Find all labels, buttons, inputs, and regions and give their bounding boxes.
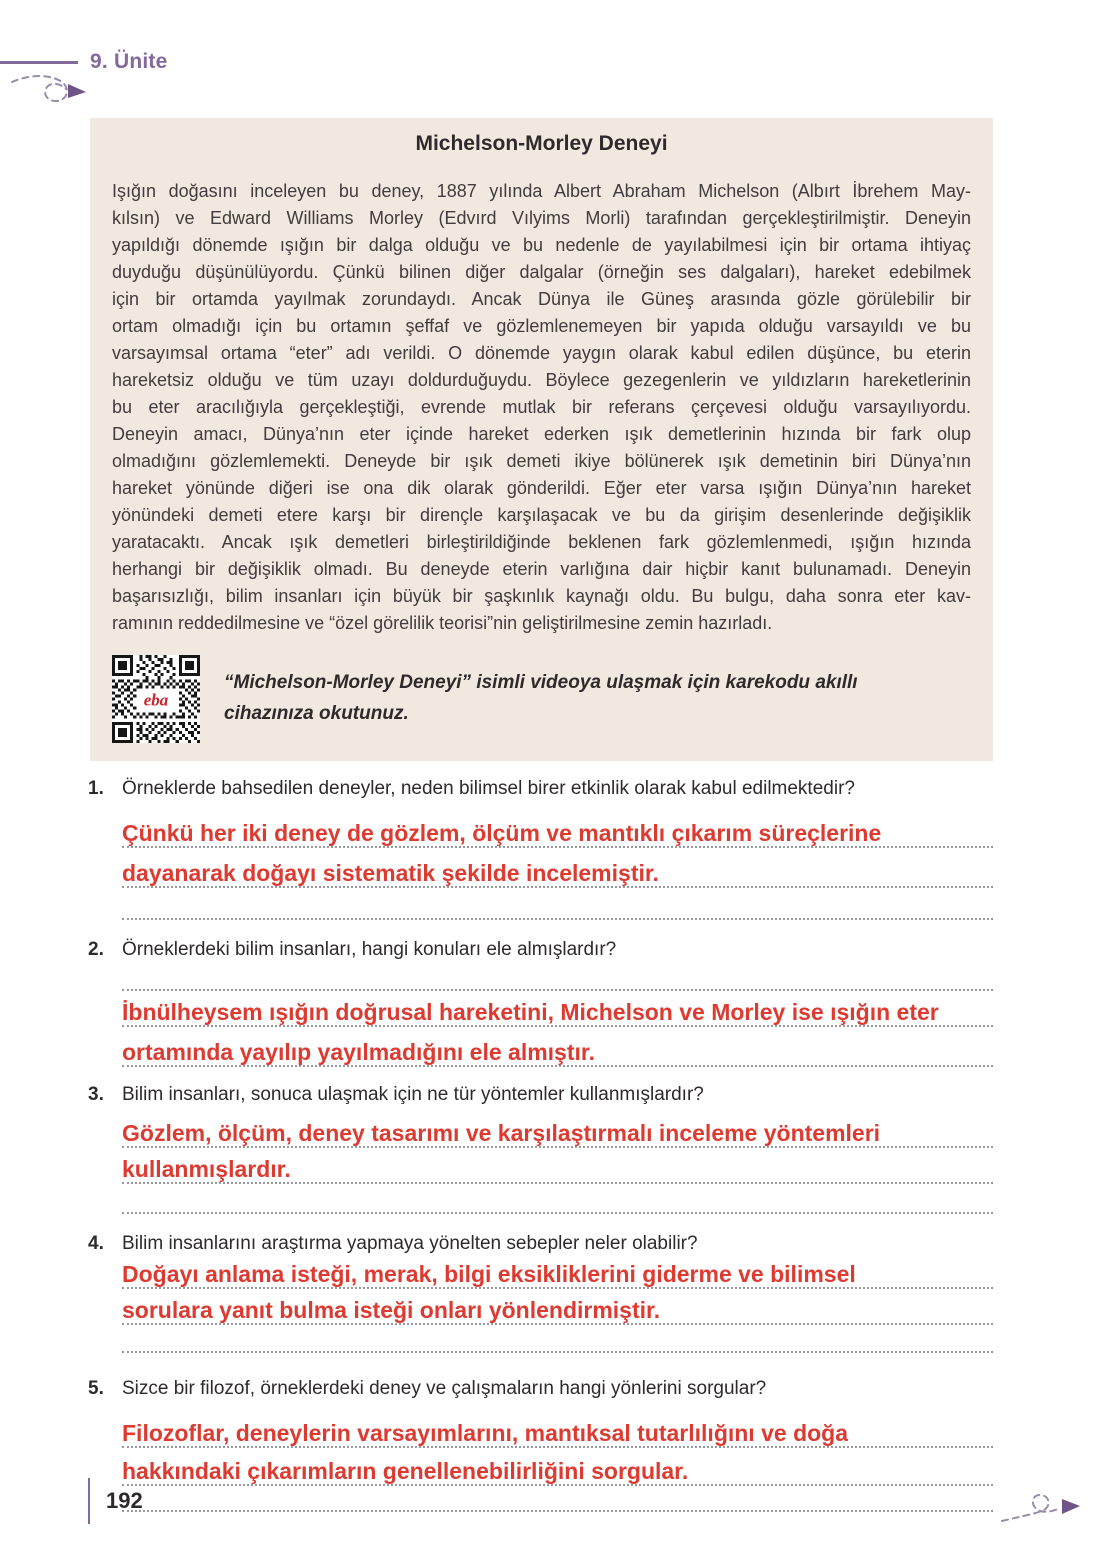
question-text: Örneklerde bahsedilen deneyler, neden bilimsel birer etkinlik olarak kabul edilmektedir? (122, 778, 855, 799)
answer-area-5[interactable] (122, 1410, 993, 1512)
body-line: varsayımsal ortama “eter” adı verildi. O dönemde yaygın olarak kabul edilen düşünce, bu eterin (112, 343, 971, 363)
body-line: ramının reddedilmesine ve “özel görelilik teorisi”nin geliştirilmesine zemin hazırladı. (112, 613, 773, 633)
answer-line[interactable]: Doğayı anlama isteği, merak, bilgi eksikliklerini giderme ve bilimsel (122, 1257, 993, 1289)
body-line: ortam olmadığı için bu ortamın şeffaf ve gözlemlenemeyen bir yapıda olduğu varsayıldı ve bu (112, 316, 971, 336)
body-line: duyduğu düşünülüyordu. Çünkü bilinen diğer dalgalar (örneğin ses dalgaları), hareket edebilmek (112, 262, 971, 282)
question-4 (88, 1230, 993, 1353)
answer-line[interactable]: Gözlem, ölçüm, deney tasarımı ve karşılaştırmalı inceleme yöntemleri (122, 1112, 993, 1148)
question-1 (88, 775, 993, 920)
answer-area-4[interactable] (122, 1257, 993, 1353)
answer-area-1[interactable] (122, 806, 993, 920)
body-line: Işığın doğasını inceleyen bu deney, 1887 yılında Albert Abraham Michelson (Albırt İbrehem May- (112, 181, 971, 201)
question-list (88, 775, 993, 1512)
qr-row (112, 655, 971, 743)
info-box-title: Michelson-Morley Deneyi (415, 132, 668, 155)
eba-logo: eba (143, 690, 169, 710)
question-number: 2. (88, 939, 104, 960)
body-line: yönündeki demeti etere karşı bir dirençle karşılaşacak ve bu da girişim desenlerinde değişiklik (112, 505, 971, 525)
answer-area-2[interactable] (122, 963, 993, 1067)
question-2 (88, 936, 993, 1067)
unit-label: 9. Ünite (90, 50, 168, 73)
qr-code[interactable] (112, 655, 200, 743)
info-box (90, 118, 993, 761)
body-line: hareket yönünde diğeri ise ona dik olarak gönderildi. Eğer eter varsa ışığın Dünya’nın hareket (112, 478, 971, 498)
page-header (0, 50, 167, 74)
answer-line[interactable]: hakkındaki çıkarımların genellenebilirliğini sorgular. (122, 1448, 993, 1486)
question-number: 1. (88, 778, 104, 799)
dashed-curl-arrow-icon (1000, 1483, 1090, 1533)
body-line: bu eter aracılığıyla gerçekleştiği, evrende mutlak bir referans çerçevesi olduğu varsayılıyordu. (112, 397, 971, 417)
body-line: başarısızlığı, bilim insanları için büyük bir şaşkınlık kaynağı oldu. Bu bulgu, daha sonra eter kav- (112, 586, 971, 606)
body-line: yapıldığı dönemde ışığın bir dalga olduğu ve bu nedenle de yayılabilmesi için bir ortama ihtiyaç (112, 235, 971, 255)
answer-line[interactable]: Çünkü her iki deney de gözlem, ölçüm ve mantıklı çıkarım süreçlerine (122, 806, 993, 848)
answer-blank-line[interactable] (122, 888, 993, 920)
question-3 (88, 1081, 993, 1214)
question-text: Bilim insanları, sonuca ulaşmak için ne tür yöntemler kullanmışlardır? (122, 1084, 704, 1105)
answer-blank-line[interactable] (122, 1325, 993, 1353)
info-box-body (112, 178, 971, 637)
qr-caption: “Michelson-Morley Deneyi” isimli videoya ulaşmak için karekodu akıllı cihazınıza okutunuz. (224, 672, 858, 724)
question-number: 3. (88, 1084, 104, 1105)
answer-blank-line[interactable] (122, 963, 993, 991)
page-number: 192 (106, 1488, 143, 1513)
answer-line[interactable]: kullanmışlardır. (122, 1148, 993, 1184)
body-line: olmadığını gözlemlemekti. Deneyde bir ışık demeti ikiye bölünerek ışık demetinin biri Dünya’nın (112, 451, 971, 471)
answer-line[interactable]: dayanarak doğayı sistematik şekilde incelemiştir. (122, 848, 993, 888)
answer-area-3[interactable] (122, 1112, 993, 1214)
header-rule (0, 61, 78, 64)
question-text: Örneklerdeki bilim insanları, hangi konuları ele almışlardır? (122, 939, 617, 960)
answer-line[interactable]: Filozoflar, deneylerin varsayımlarını, mantıksal tutarlılığını ve doğa (122, 1410, 993, 1448)
question-number: 5. (88, 1378, 104, 1399)
question-5 (88, 1375, 993, 1512)
body-line: için bir ortamda yayılmak zorundaydı. Ancak Dünya ile Güneş arasında gözle görülebilir bir (112, 289, 971, 309)
question-text: Sizce bir filozof, örneklerdeki deney ve çalışmaların hangi yönlerini sorgular? (122, 1378, 767, 1399)
body-line: hareketsiz olduğu ve tüm uzayı doldurduğuydu. Böylece gezegenlerin ve yıldızların hareketlerinin (112, 370, 971, 390)
answer-blank-line[interactable] (122, 1486, 993, 1512)
question-text: Bilim insanlarını araştırma yapmaya yönelten sebepler neler olabilir? (122, 1233, 698, 1254)
body-line: kılsın) ve Edward Williams Morley (Edvırd Vılyims Morli) tarafından gerçekleştirilmiştir. Deneyin (112, 208, 971, 228)
body-line: Deneyin amacı, Dünya’nın eter içinde hareket ederken ışık demetlerinin hızında bir fark olup (112, 424, 971, 444)
answer-line[interactable]: sorulara yanıt bulma isteği onları yönlendirmiştir. (122, 1289, 993, 1325)
body-line: herhangi bir değişiklik olmadı. Bu deneyde eterin varlığına dair hiçbir kanıt bulunamadı. Deneyin (112, 559, 971, 579)
footer-rule (88, 1478, 90, 1524)
answer-line[interactable]: ortamında yayılıp yayılmadığını ele almıştır. (122, 1027, 993, 1067)
body-line: yaratacaktı. Ancak ışık demetleri birleştirildiğinde beklenen fark gözlemlenmedi, ışığın hızında (112, 532, 971, 552)
dashed-curl-arrow-icon (10, 72, 92, 116)
answer-line[interactable]: İbnülheysem ışığın doğrusal hareketini, Michelson ve Morley ise ışığın eter (122, 991, 993, 1027)
answer-blank-line[interactable] (122, 1184, 993, 1214)
page-footer (88, 1478, 143, 1524)
question-number: 4. (88, 1233, 104, 1254)
